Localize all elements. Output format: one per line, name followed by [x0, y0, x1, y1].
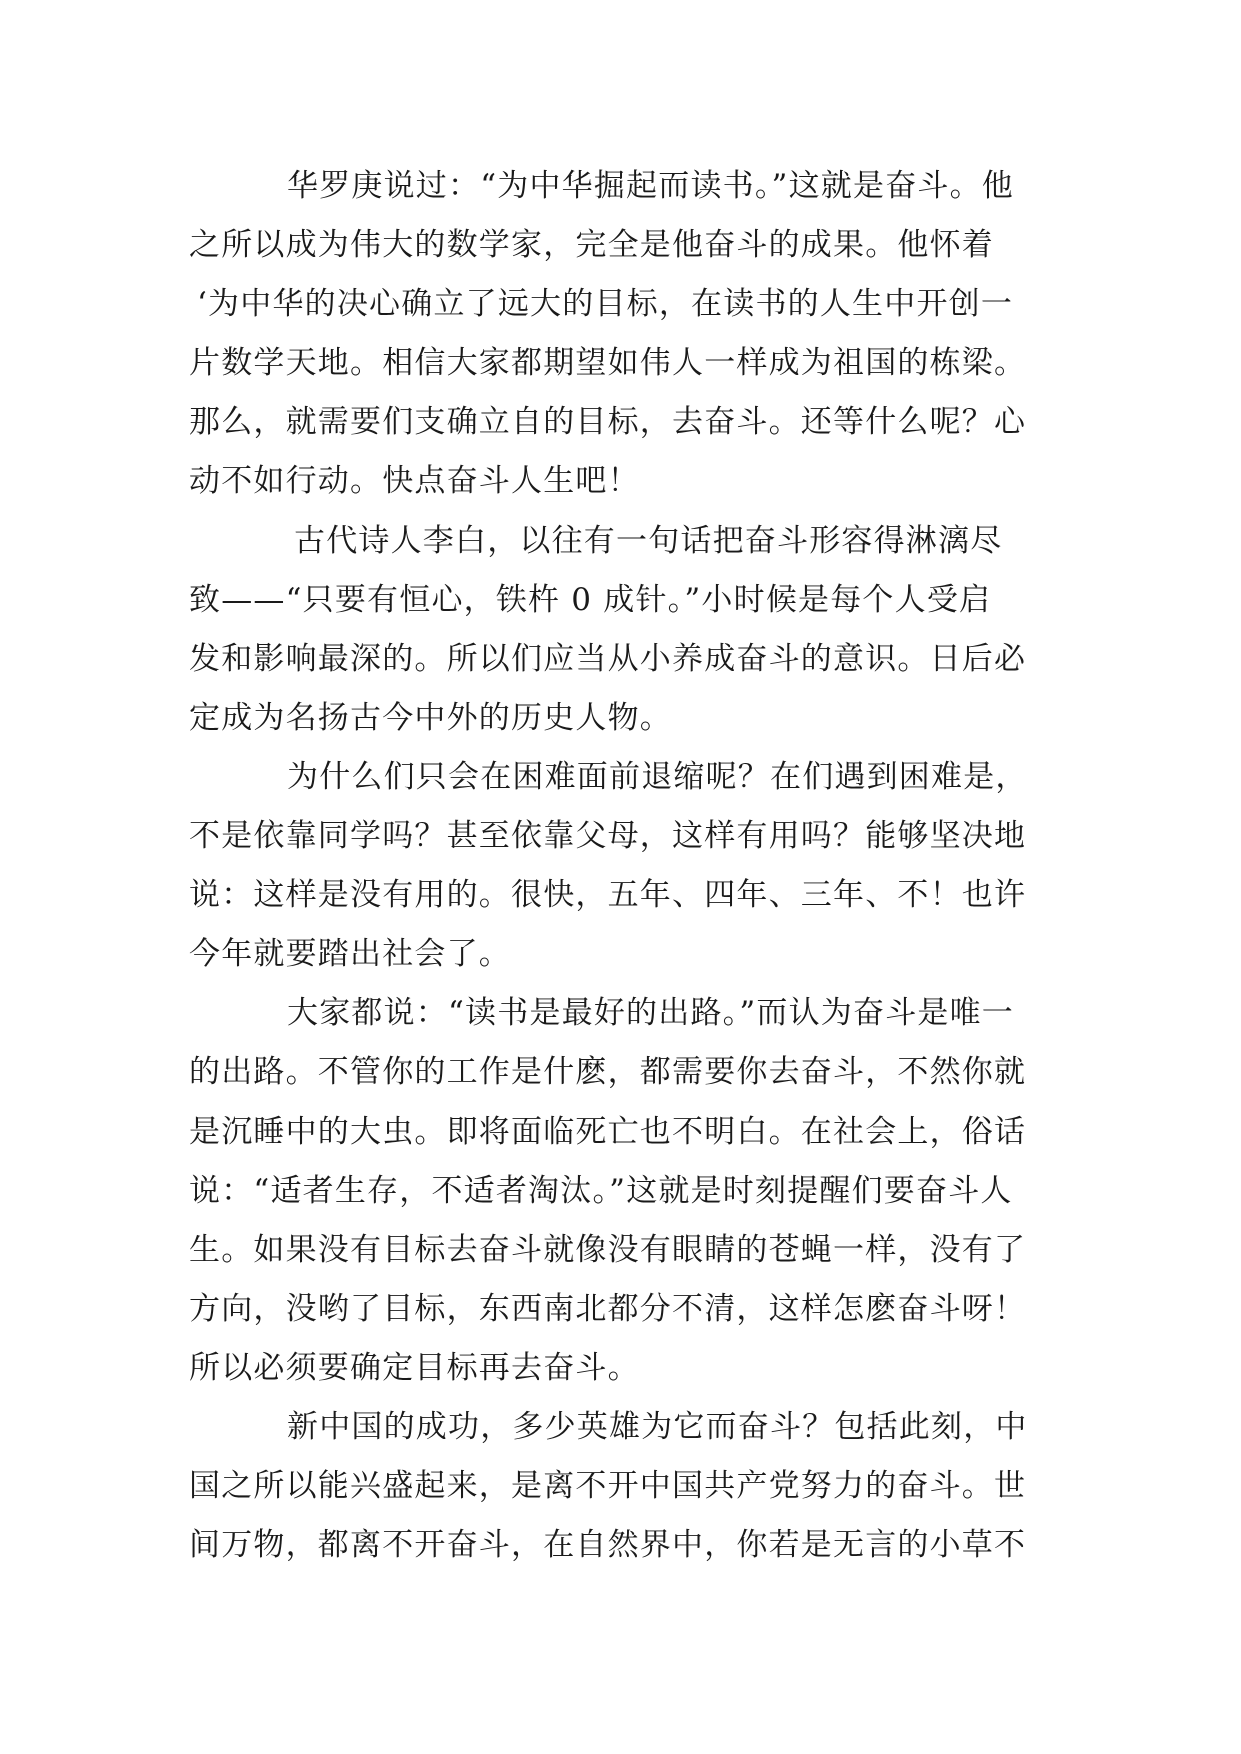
text-line: 所以必须要确定目标再去奋斗。 [189, 1349, 640, 1386]
essay-body [189, 157, 1057, 1575]
text-line: 说：“适者生存，不适者淘汰。”这就是时刻提醒们要奋斗人 [189, 1172, 1013, 1209]
text-line: 定成为名扬古今中外的历史人物。 [189, 699, 672, 736]
text-line: 说：这样是没有用的。很快，五年、四年、三年、不！也许 [189, 877, 1027, 914]
text-line: 动不如行动。快点奋斗人生吧！ [189, 463, 640, 500]
text-line: 那么，就需要们支确立自的目标，去奋斗。还等什么呢？心 [189, 404, 1027, 441]
paragraph-5 [189, 1398, 1057, 1575]
text-line: 为什么们只会在困难面前退缩呢？在们遇到困难是， [287, 758, 1028, 795]
text-line: 致——“只要有恒心，铁杵 0 成针。”小时候是每个人受启 [189, 581, 992, 618]
text-line: 大家都说：“读书是最好的出路。”而认为奋斗是唯一 [287, 995, 1014, 1032]
text-line: 不是依靠同学吗？甚至依靠父母，这样有用吗？能够坚决地 [189, 818, 1027, 855]
paragraph-3 [189, 748, 1057, 984]
text-line: 发和影响最深的。所以们应当从小养成奋斗的意识。日后必 [189, 640, 1027, 677]
text-line: 方向，没哟了目标，东西南北都分不清，这样怎麽奋斗呀！ [189, 1290, 1027, 1327]
text-line: 古代诗人李白，以往有一句话把奋斗形容得淋漓尽 [294, 522, 1003, 559]
text-line: 国之所以能兴盛起来，是离不开中国共产党努力的奋斗。世 [189, 1468, 1027, 1505]
text-line: 间万物，都离不开奋斗，在自然界中，你若是无言的小草不 [189, 1527, 1027, 1564]
text-line: 新中国的成功，多少英雄为它而奋斗？包括此刻，中 [287, 1408, 1028, 1445]
paragraph-4 [189, 984, 1057, 1398]
text-line: 今年就要踏出社会了。 [189, 936, 511, 973]
text-line: 生。如果没有目标去奋斗就像没有眼睛的苍蝇一样，没有了 [189, 1231, 1027, 1268]
text-line: 华罗庚说过：“为中华掘起而读书。”这就是奋斗。他 [287, 168, 1014, 204]
text-line: 是沉睡中的大虫。即将面临死亡也不明白。在社会上，俗话 [189, 1113, 1027, 1150]
text-line: ‘为中华的决心确立了远大的目标，在读书的人生中开创一 [197, 286, 1014, 323]
paragraph-1 [189, 157, 1057, 512]
text-line: 的出路。不管你的工作是什麽，都需要你去奋斗，不然你就 [189, 1054, 1027, 1091]
text-line: 之所以成为伟大的数学家，完全是他奋斗的成果。他怀着 [189, 227, 994, 264]
text-line: 片数学天地。相信大家都期望如伟人一样成为祖国的栋梁。 [189, 345, 1027, 382]
paragraph-2 [189, 512, 1057, 748]
